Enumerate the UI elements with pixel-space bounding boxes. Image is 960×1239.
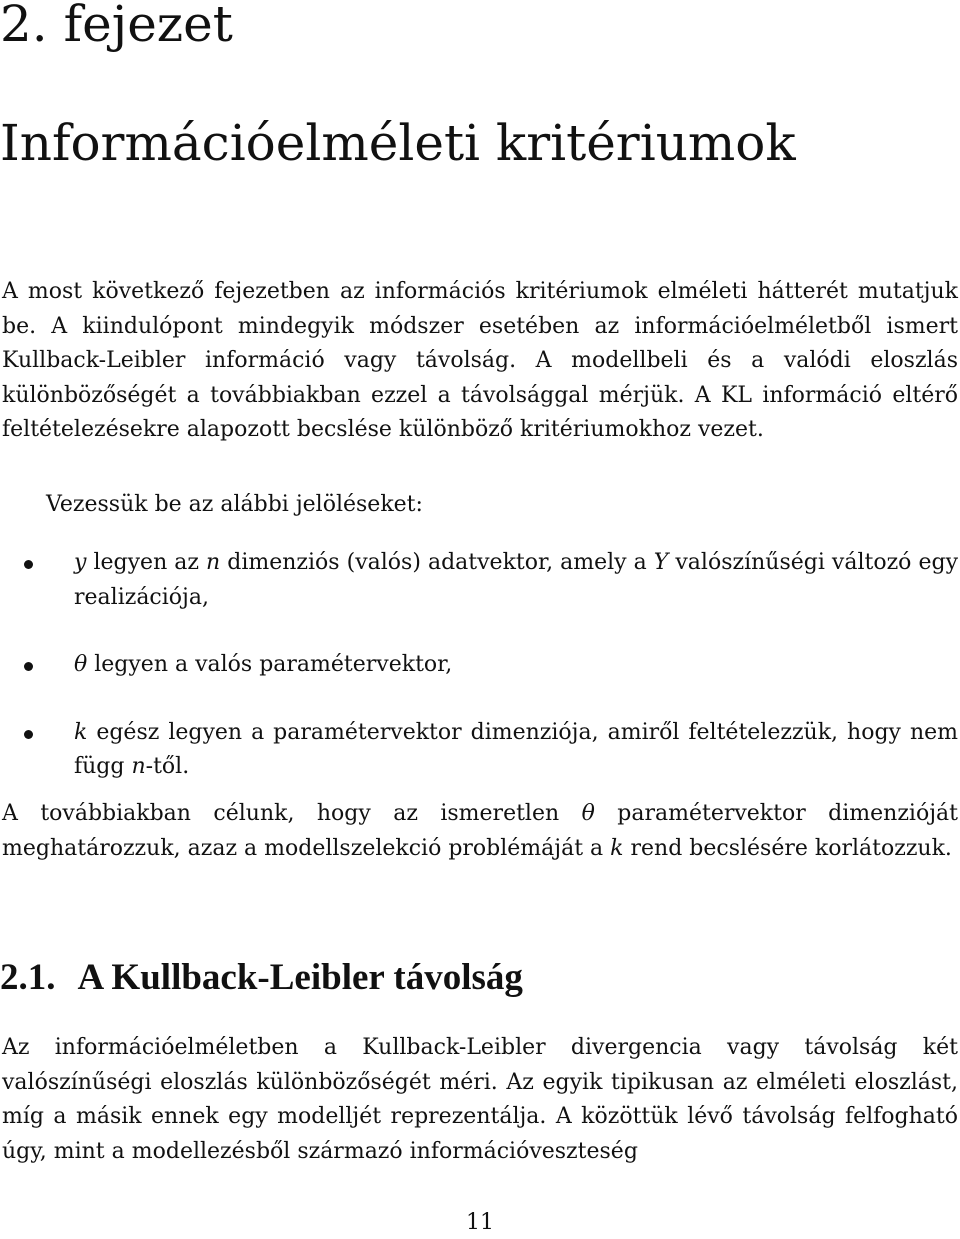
math-symbol: n — [206, 550, 221, 575]
notation-intro: Vezessük be az alábbi jelöléseket: — [46, 492, 423, 517]
list-item-text: -től. — [145, 754, 190, 779]
chapter-number: 2. fejezet — [0, 0, 233, 53]
goal-paragraph — [2, 797, 958, 866]
notation-list — [0, 546, 960, 818]
paragraph-text: rend becslésére korlátozzuk. — [623, 835, 952, 861]
math-symbol: θ — [581, 801, 595, 826]
page-number: 11 — [466, 1210, 494, 1235]
bullet-icon — [24, 662, 33, 671]
list-item-text: legyen az — [86, 550, 207, 575]
list-item — [0, 648, 960, 683]
math-symbol: k — [610, 835, 624, 861]
bullet-icon — [24, 730, 33, 739]
intro-paragraph: A most következő fejezetben az információs kritériumok elméleti hátterét mutatjuk be. A kiindulópont mindegyik módszer esetében az információelméletből ismert Kullback-Leibler információ vagy távolság. A modellbeli és a valódi eloszlás különbözőségét a továbbiakban ezzel a távolsággal mérjük. A KL információ eltérő feltételezésekre alapozott becslése különböző kritériumokhoz vezet. — [2, 279, 958, 442]
section-paragraph: Az információelméletben a Kullback-Leibler divergencia vagy távolság két valószínűségi eloszlás különbözőségét méri. Az egyik tipikusan az elméleti eloszlást, míg a másik ennek egy modelljét reprezentálja. A közöttük lévő távolság felfogható úgy, mint a modellezésből származó információveszteség — [2, 1035, 958, 1164]
list-item-text: valószínűségi változó egy realizációja, — [74, 550, 959, 610]
list-item-text: legyen a valós paramétervektor, — [87, 652, 453, 677]
paragraph-text: paramétervektor dimenzióját meghatározzuk, azaz a modellszelekció problémáját a — [2, 801, 958, 861]
paragraph-text: A továbbiakban célunk, hogy az ismeretlen — [2, 801, 582, 826]
math-symbol: y — [74, 550, 87, 575]
list-item-text: dimenziós (valós) adatvektor, amely a — [220, 550, 654, 575]
list-item-text: egész legyen a paramétervektor dimenziója, amiről feltételezzük, hogy nem függ — [74, 719, 958, 779]
section-heading — [0, 950, 523, 1006]
bullet-icon — [24, 560, 33, 569]
list-item — [0, 546, 960, 615]
math-symbol: n — [131, 754, 146, 779]
section-number: 2.1. — [0, 957, 56, 998]
section-title: A Kullback-Leibler távolság — [77, 957, 523, 998]
list-item — [0, 716, 960, 785]
math-symbol: Y — [653, 550, 669, 575]
chapter-title: Információelméleti kritériumok — [0, 114, 796, 172]
math-symbol: θ — [74, 652, 88, 677]
math-symbol: k — [74, 719, 88, 745]
